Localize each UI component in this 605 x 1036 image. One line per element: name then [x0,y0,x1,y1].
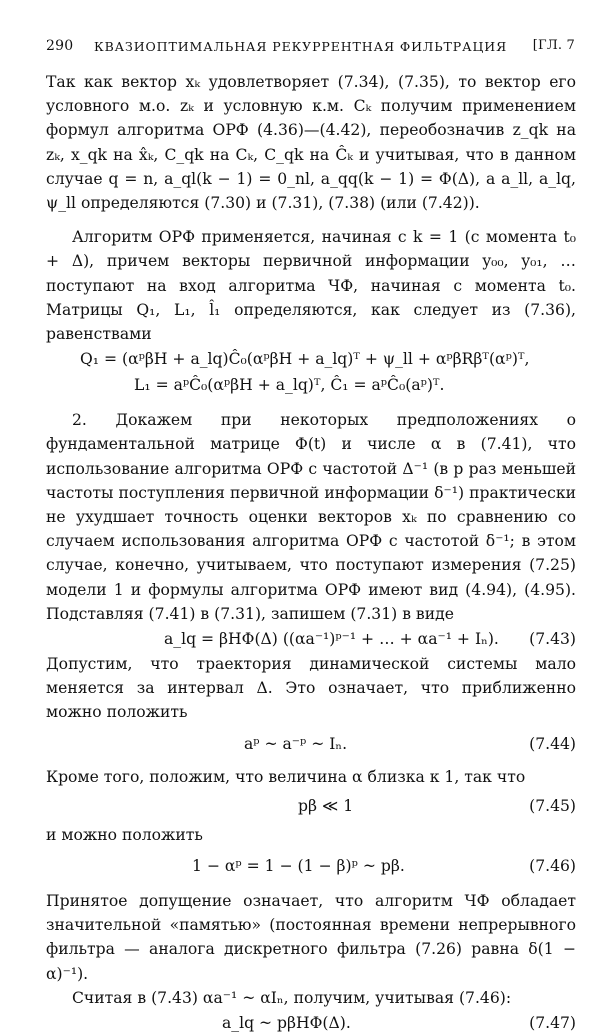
equation-7-44: aᵖ ~ a⁻ᵖ ~ Iₙ. [244,734,348,753]
equation-l1-c1: L₁ = aᵖĈ₀(αᵖβH + a_lq)ᵀ, Ĉ₁ = aᵖĈ₀(aᵖ)ᵀ. [134,376,445,395]
display-equation-7-45 [46,793,576,819]
equation-number-7-45: (7.45) [529,796,576,815]
paragraph-5: Кроме того, положим, что величина α близка к 1, так что [46,767,526,786]
paragraph-8: Считая в (7.43) αa⁻¹ ~ αIₙ, получим, учитывая (7.46): [72,988,512,1007]
equation-number-7-43: (7.43) [529,630,576,649]
display-equation-7-43 [46,626,576,652]
equation-number-7-46: (7.46) [529,857,576,876]
display-equation-q1-l1 [46,346,576,398]
display-equation-7-47 [46,1010,576,1036]
page-number: 290 [46,38,74,54]
equation-7-47: a_lq ~ pβHΦ(Δ). [222,1014,351,1033]
paragraph-1: Так как вектор xₖ удовлетворяет (7.34), (7.35), то вектор его условного м.о. zₖ и условную к.м. Cₖ получим применением формул алгоритма ОРФ (4.36)—(4.42), переобозначив z_qk на zₖ, x_qk на x̂ₖ, C_qk на Cₖ, C_qk на Ĉₖ и учитывая, что в данном случае q = n, a_ql(k − 1) = 0_nl, a_qq(k − 1) = Φ(Δ), а a_ll, a_lq, ψ_ll определяются (7.30) и (7.31), (7.38) (или (7.42)). [46,73,576,213]
equation-q1: Q₁ = (αᵖβH + a_lq)Ĉ₀(αᵖβH + a_lq)ᵀ + ψ_ll + αᵖβRβᵀ(αᵖ)ᵀ, [80,350,530,369]
display-equation-7-46 [46,853,576,879]
equation-7-43: a_lq = βHΦ(Δ) ((αa⁻¹)ᵖ⁻¹ + … + αa⁻¹ + Iₙ). [164,630,499,649]
equation-number-7-47: (7.47) [529,1014,576,1033]
running-head [46,38,575,58]
running-title: КВАЗИОПТИМАЛЬНАЯ РЕКУРРЕНТНАЯ ФИЛЬТРАЦИЯ [94,39,508,54]
display-equation-7-44 [46,731,576,757]
equation-number-7-44: (7.44) [529,734,576,753]
equation-7-46: 1 − αᵖ = 1 − (1 − β)ᵖ ~ pβ. [192,857,405,876]
paragraph-6: и можно положить [46,825,203,844]
chapter-marker: [ГЛ. 7 [532,38,575,53]
page-body [46,70,576,1036]
equation-7-45: pβ ≪ 1 [298,796,354,815]
paragraph-3: 2. Докажем при некоторых предположениях о фундаментальной матрице Φ(t) и числе α в (7.41), что использование алгоритма ОРФ с частотой Δ⁻¹ (в p раз меньшей частоты поступления первичной информации δ⁻¹) практически не ухудшает точность оценки векторов xₖ по сравнению со случаем использования алгоритма ОРФ с частотой δ⁻¹; в этом случае, конечно, учитываем, что поступают измерения (7.25) модели 1 и формулы алгоритма ОРФ имеют вид (4.94), (4.95). Подставляя (7.41) в (7.31), запишем (7.31) в виде [46,411,576,623]
paragraph-7: Принятое допущение означает, что алгоритм ЧФ обладает значительной «памятью» (постоянная времени непрерывного фильтра — аналога дискретного фильтра (7.26) равна δ(1 − α)⁻¹). [46,892,576,983]
paragraph-2: Алгоритм ОРФ применяется, начиная с k = 1 (с момента t₀ + Δ), причем векторы первичной информации y₀₀, y₀₁, … поступают на вход алгоритма ЧФ, начиная с момента t₀. Матрицы Q₁, L₁, l̂₁ определяются, как следует из (7.36), равенствами [46,228,576,344]
paragraph-4: Допустим, что траектория динамической системы мало меняется за интервал Δ. Это означает, что приближенно можно положить [46,655,576,722]
